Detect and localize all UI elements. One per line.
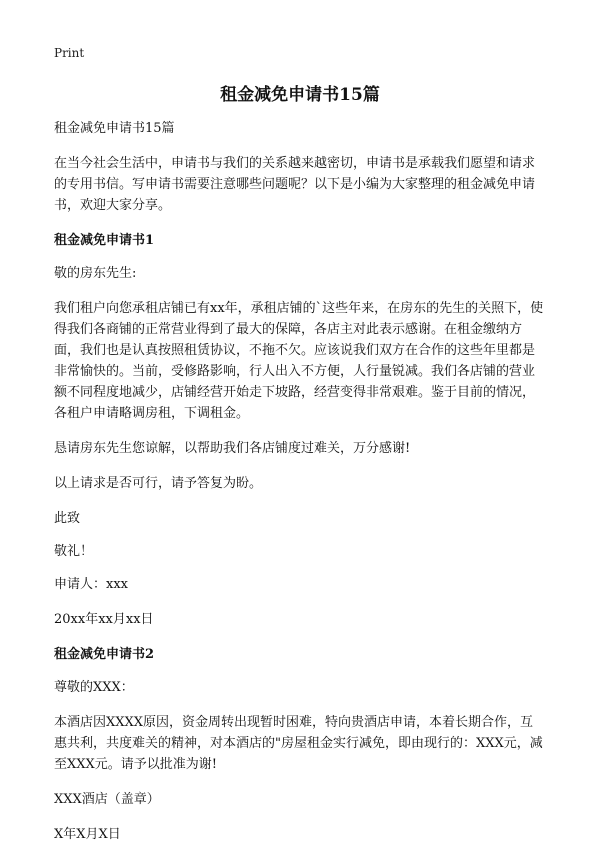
- letter2-signature: XXX酒店（盖章）: [54, 792, 160, 807]
- letter1-body: 我们租户向您承租店铺已有xx年，承租店铺的`这些年来，在房东的先生的关照下，使得我们各商铺的正常营业得到了最大的保障，各店主对此表示感谢。在租金缴纳方面，我们也是认真按照租赁协议，不拖不欠。应该说我们双方在合作的这些年里都是非常愉快的。当前，受修路影响，行人出入不方便，人行量锐减。我们各店铺的营业额不同程度地减少，店铺经营开始走下坡路，经营变得非常艰难。鉴于目前的情况，各租户申请略调房租，下调租金。: [54, 301, 544, 421]
- letter1-applicant: 申请人：xxx: [54, 577, 128, 592]
- letter1-heading: 租金减免申请书1: [54, 233, 155, 248]
- document-content: [54, 118, 546, 859]
- letter2-body: 本酒店因XXXX原因，资金周转出现暂时困难，特向贵酒店申请，本着长期合作，互惠共利，共度难关的精神，对本酒店的"房屋租金实行减免，即由现行的：XXX元，减至XXX元。请予以批准为谢!: [54, 715, 543, 772]
- letter2-salutation: 尊敬的XXX：: [54, 680, 134, 695]
- document-title: 租金减免申请书15篇: [220, 85, 380, 105]
- intro-paragraph: 在当今社会生活中，申请书与我们的关系越来越密切，申请书是承载我们愿望和请求的专用书信。写申请书需要注意哪些问题呢？以下是小编为大家整理的租金减免申请书，欢迎大家分享。: [54, 156, 536, 213]
- print-link[interactable]: Print: [54, 46, 85, 60]
- letter1-date: 20xx年xx月xx日: [54, 612, 154, 627]
- letter1-reply-request: 以上请求是否可行，请予答复为盼。: [54, 476, 263, 491]
- document-subtitle: 租金减免申请书15篇: [54, 121, 175, 136]
- letter1-closing: 此致: [54, 511, 81, 526]
- letter1-salutation: 敬的房东先生:: [54, 266, 137, 281]
- letter2-date: X年X月X日: [54, 827, 121, 842]
- letter2-heading: 租金减免申请书2: [54, 647, 155, 662]
- letter1-regards: 敬礼！: [54, 544, 94, 559]
- letter1-request: 恳请房东先生您谅解，以帮助我们各店铺度过难关，万分感谢!: [54, 441, 411, 456]
